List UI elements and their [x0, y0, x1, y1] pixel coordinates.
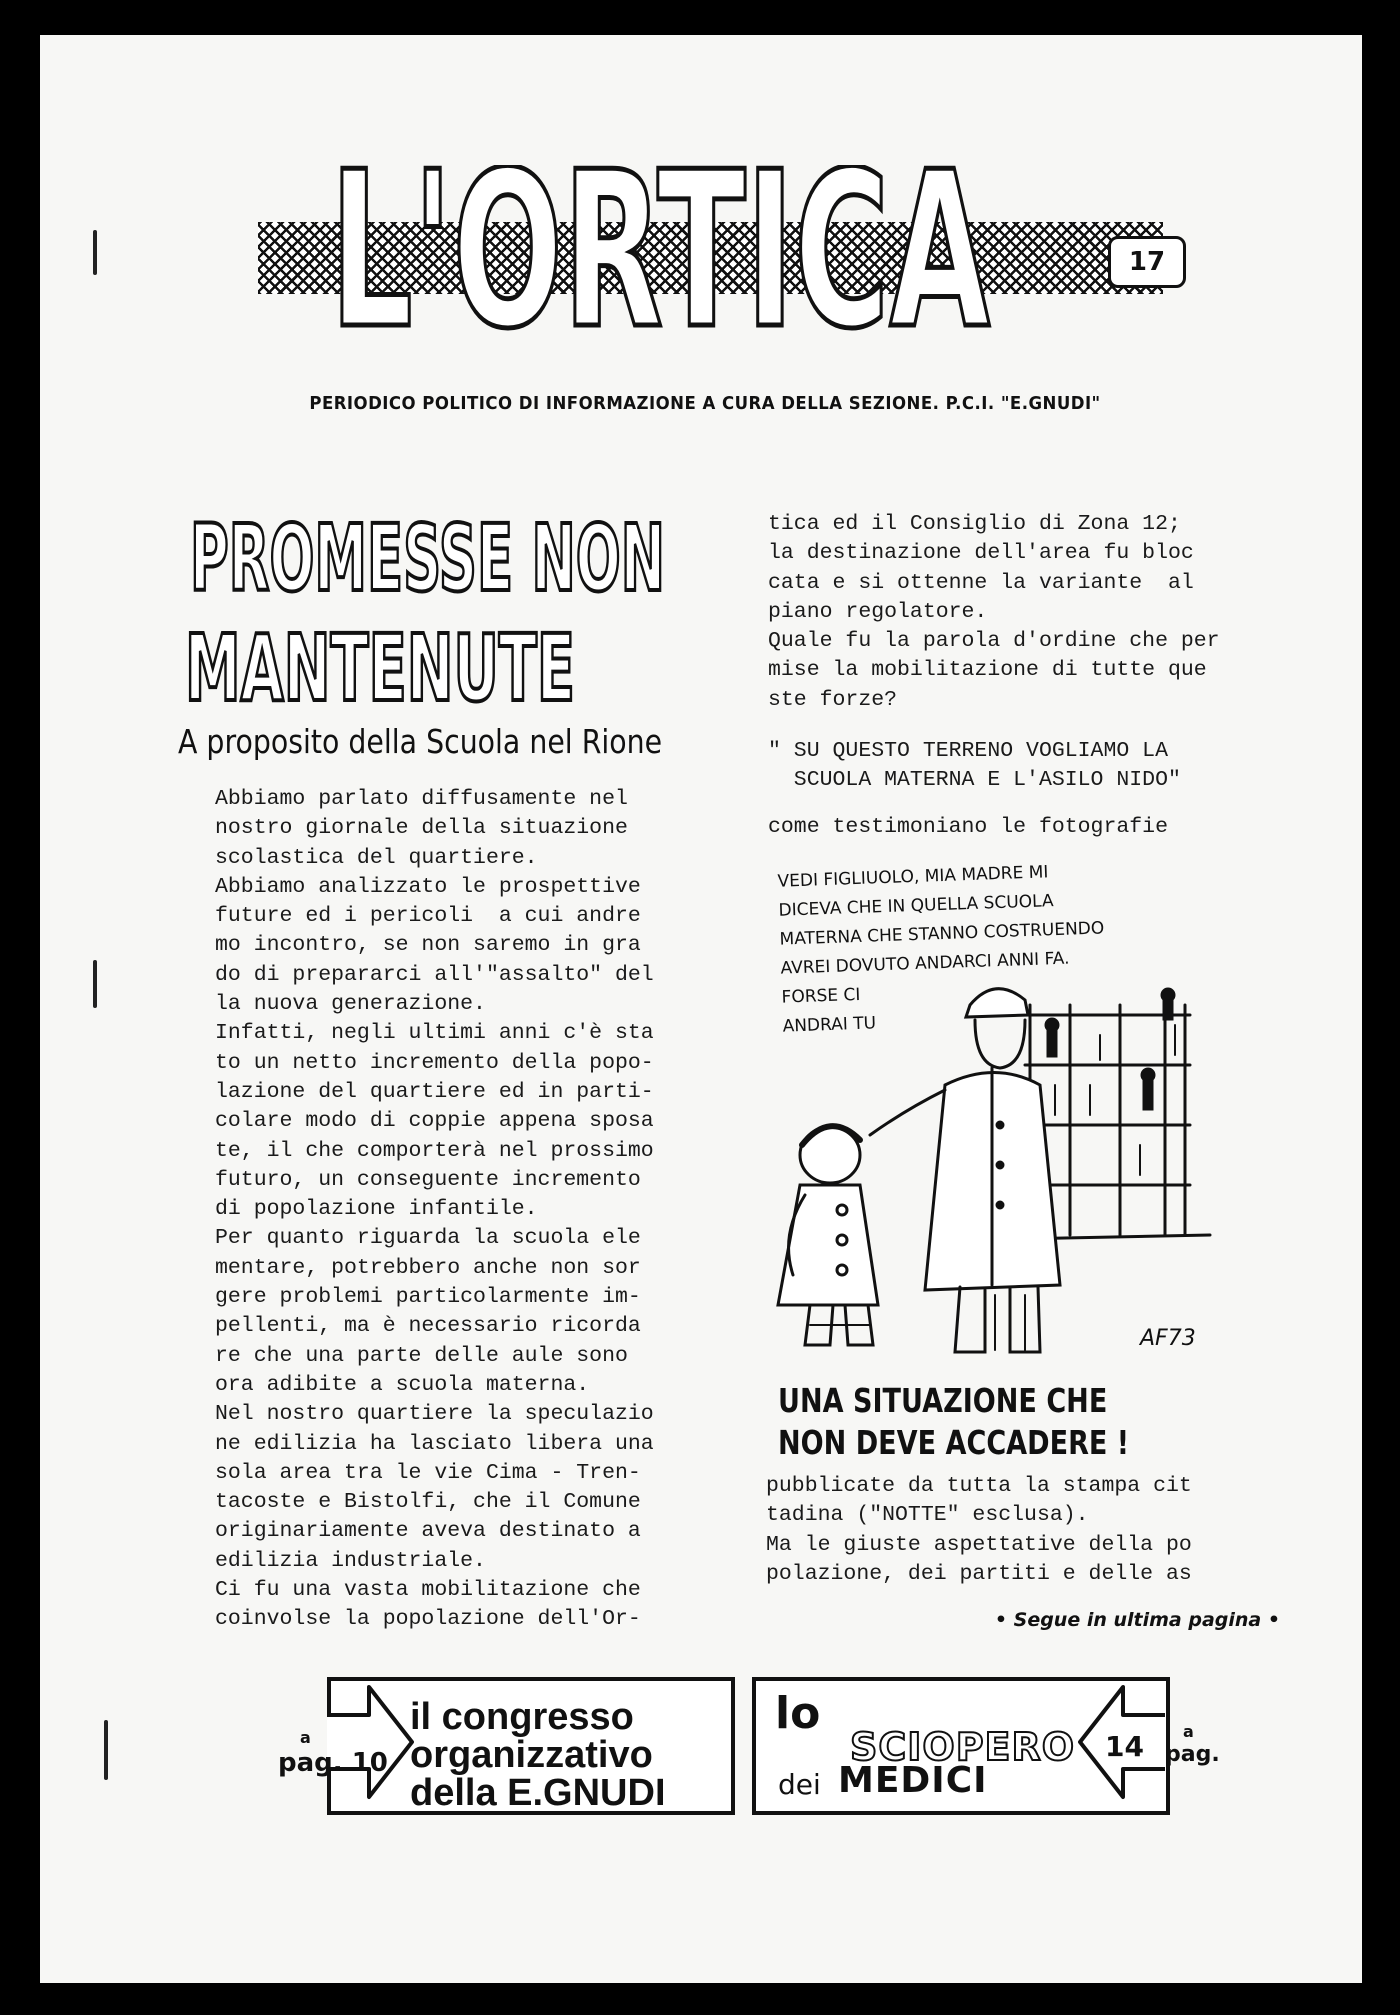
text-line: ora adibite a scuola materna. [215, 1372, 590, 1397]
binder-mark [93, 960, 97, 1008]
text-line: pubblicate da tutta la stampa cit [766, 1474, 1192, 1498]
slogan-line2: NON DEVE ACCADERE ! [778, 1423, 1130, 1462]
right-page-a: a [1183, 1722, 1194, 1741]
masthead-logo [320, 165, 1000, 345]
speech-line: MATERNA CHE STANNO COSTRUENDO [779, 918, 1105, 950]
teaser-congresso-text [410, 1698, 666, 1812]
after-quote-text: come testimoniano le fotografie [768, 815, 1168, 839]
speech-line: ANDRAI TU [782, 1013, 877, 1037]
text-line: scolastica del quartiere. [215, 845, 538, 870]
issue-number: 17 [1108, 236, 1186, 288]
article-right-column-top [768, 510, 1308, 715]
speech-line: DICEVA CHE IN QUELLA SCUOLA [778, 891, 1054, 921]
text-line: polazione, dei partiti e delle as [766, 1561, 1192, 1586]
text-line: Ci fu una vasta mobilitazione che [215, 1578, 641, 1603]
text-line: colare modo di coppie appena sposa [215, 1109, 654, 1134]
text-line: tica ed il Consiglio di Zona 12; [768, 512, 1181, 536]
teaser-word-lo: lo [775, 1688, 821, 1739]
quote-line2: SCUOLA MATERNA E L'ASILO NIDO" [768, 768, 1181, 792]
binder-mark [93, 230, 97, 275]
left-page-ref: pag. 10 [278, 1748, 388, 1778]
text-line: futuro, un conseguente incremento [215, 1167, 641, 1192]
text-line: piano regolatore. [768, 599, 988, 624]
masthead-subtitle: PERIODICO POLITICO DI INFORMAZIONE A CURA DELLA SEZIONE. P.C.I. "E.GNUDI" [309, 393, 1101, 414]
child-drawing [778, 1126, 878, 1345]
teaser-line1: il congresso [410, 1696, 634, 1738]
text-line: lazione del quartiere ed in parti- [215, 1079, 654, 1104]
speech-line: AVREI DOVUTO ANDARCI ANNI FA. [780, 948, 1070, 979]
text-line: sola area tra le vie Cima - Tren- [215, 1460, 641, 1485]
text-line: Per quanto riguarda la scuola ele [215, 1226, 641, 1251]
text-line: ste forze? [768, 687, 898, 712]
right-page-pag: pag. [1165, 1742, 1220, 1767]
masthead-title: L'ORTICA [330, 165, 990, 345]
text-line: te, il che comporterà nel prossimo [215, 1138, 654, 1163]
article-left-column [215, 785, 735, 1635]
text-line: coinvolse la popolazione dell'Or- [215, 1607, 641, 1632]
slogan-line1: UNA SITUAZIONE CHE [778, 1381, 1108, 1420]
text-line: la destinazione dell'area fu bloc [768, 541, 1194, 566]
headline [180, 495, 720, 720]
teaser-word-medici: MEDICI [838, 1760, 988, 1801]
text-line: pellenti, ma è necessario ricorda [215, 1314, 641, 1339]
text-line: Nel nostro quartiere la speculazio [215, 1402, 654, 1427]
text-line: future ed i pericoli a cui andre [215, 904, 641, 929]
text-line: gere problemi particolarmente im- [215, 1285, 641, 1310]
binder-mark [104, 1720, 108, 1780]
text-line: to un netto incremento della popo- [215, 1050, 654, 1075]
text-line: Quale fu la parola d'ordine che per [768, 629, 1220, 654]
text-line: tadina ("NOTTE" esclusa). [766, 1503, 1089, 1528]
text-line: di popolazione infantile. [215, 1197, 538, 1222]
slogan [778, 1380, 1155, 1464]
text-line: mo incontro, se non saremo in gra [215, 933, 641, 958]
text-line: ne edilizia ha lasciato libera una [215, 1431, 654, 1456]
teaser-line3: della E.GNUDI [410, 1772, 666, 1814]
text-line: Abbiamo parlato diffusamente nel [215, 787, 628, 811]
text-line: la nuova generazione. [215, 992, 486, 1017]
cartoon-speech [777, 852, 1223, 1041]
text-line: originariamente aveva destinato a [215, 1519, 641, 1544]
article-kicker: A proposito della Scuola nel Rione [178, 722, 663, 761]
text-line: Abbiamo analizzato le prospettive [215, 874, 641, 899]
text-line: Infatti, negli ultimi anni c'è sta [215, 1021, 654, 1046]
teaser-word-sciopero: SCIOPERO [850, 1725, 1076, 1769]
right-page-number: 14 [1105, 1730, 1144, 1763]
speech-line: VEDI FIGLIUOLO, MIA MADRE MI [777, 862, 1049, 892]
teaser-line2: organizzativo [410, 1734, 653, 1776]
cartoon-signature: AF73 [1140, 1326, 1196, 1351]
continued-note: • Segue in ultima pagina • [994, 1609, 1280, 1631]
text-line: cata e si ottenne la variante al [768, 570, 1194, 595]
text-line: nostro giornale della situazione [215, 816, 628, 841]
headline-line2: MANTENUTE [185, 615, 575, 720]
left-page-a: a [300, 1728, 311, 1747]
text-line: mise la mobilitazione di tutte que [768, 658, 1207, 683]
headline-line1: PROMESSE NON [190, 505, 665, 612]
text-line: edilizia industriale. [215, 1548, 486, 1573]
speech-line: FORSE CI [781, 984, 861, 1008]
teaser-word-dei: dei [778, 1768, 821, 1801]
article-right-column-bottom [766, 1472, 1306, 1589]
quote-line1: " SU QUESTO TERRENO VOGLIAMO LA [768, 739, 1168, 763]
text-line: Ma le giuste aspettative della po [766, 1532, 1192, 1557]
text-line: do di prepararci all'"assalto" del [215, 962, 654, 987]
text-line: tacoste e Bistolfi, che il Comune [215, 1490, 641, 1515]
text-line: mentare, potrebbero anche non sor [215, 1255, 641, 1280]
text-line: re che una parte delle aule sono [215, 1343, 628, 1368]
